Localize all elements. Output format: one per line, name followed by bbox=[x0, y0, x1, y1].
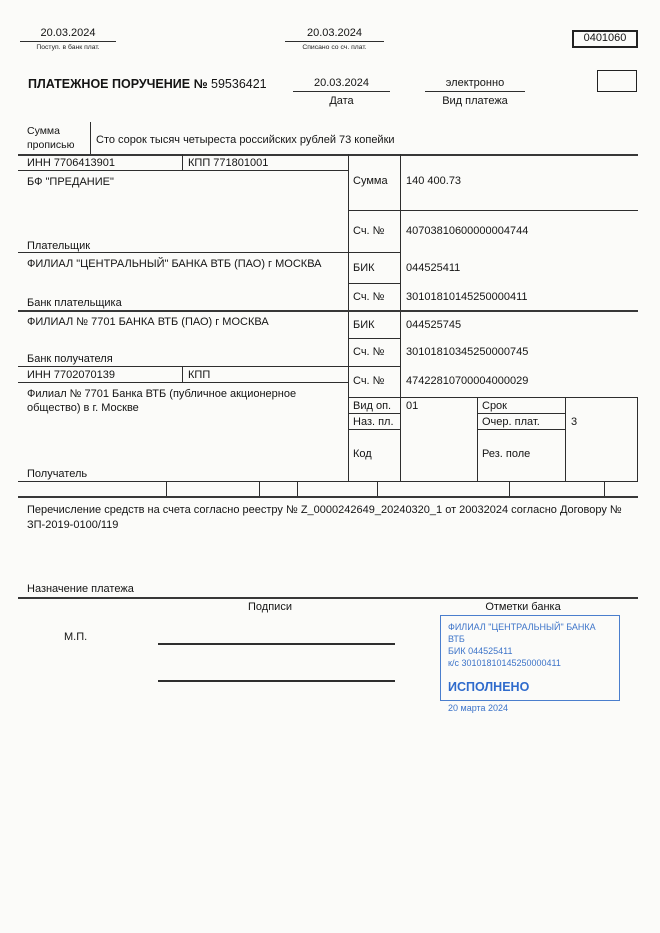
signature-line-2 bbox=[158, 680, 395, 682]
receiver-account-value: 47422810700004000029 bbox=[406, 375, 529, 387]
payer-bank-corr-label: Сч. № bbox=[353, 291, 385, 303]
divider bbox=[18, 382, 348, 383]
amount-words-value: Сто сорок тысяч четыреста российских рублей 73 копейки bbox=[96, 134, 395, 146]
signature-line-1 bbox=[158, 643, 395, 645]
divider bbox=[477, 429, 565, 430]
stamp-status: ИСПОЛНЕНО bbox=[448, 679, 530, 694]
mp-label: М.П. bbox=[64, 631, 88, 643]
form-code: 0401060 bbox=[583, 32, 627, 44]
divider bbox=[477, 397, 478, 481]
divider bbox=[348, 429, 400, 430]
debited-date-value: 20.03.2024 bbox=[306, 27, 363, 39]
payer-bank-bik-value: 044525411 bbox=[406, 262, 461, 274]
amount-words-label: Сумма прописью bbox=[27, 125, 75, 151]
divider bbox=[348, 397, 638, 398]
op-kind-label: Вид оп. bbox=[353, 400, 392, 412]
receiver-bank-name: ФИЛИАЛ № 7701 БАНКА ВТБ (ПАО) г МОСКВА bbox=[27, 316, 269, 328]
bank-marks-header: Отметки банка bbox=[485, 601, 561, 613]
form-code-box bbox=[572, 30, 638, 48]
divider bbox=[348, 413, 400, 414]
payer-bank-section-label: Банк плательщика bbox=[27, 297, 122, 309]
divider bbox=[259, 481, 260, 496]
divider bbox=[377, 481, 378, 496]
payer-bank-corr-value: 30101810145250000411 bbox=[406, 291, 528, 303]
divider bbox=[348, 338, 400, 339]
divider bbox=[477, 413, 565, 414]
payer-account-label: Сч. № bbox=[353, 225, 385, 237]
receiver-bank-bik-value: 044525745 bbox=[406, 319, 462, 331]
signatures-header: Подписи bbox=[248, 601, 292, 613]
divider bbox=[425, 91, 525, 92]
stamp-bank-name: ФИЛИАЛ "ЦЕНТРАЛЬНЫЙ" БАНКА ВТБ bbox=[448, 622, 596, 645]
term-label: Срок bbox=[482, 400, 507, 412]
stamp-date: 20 марта 2024 bbox=[448, 703, 509, 714]
receiver-name: Филиал № 7701 Банка ВТБ (публичное акционерное общество) в г. Москве bbox=[27, 388, 297, 415]
divider bbox=[604, 481, 605, 496]
receiver-bank-corr-label: Сч. № bbox=[353, 346, 385, 358]
divider bbox=[348, 283, 400, 284]
op-kind-value: 01 bbox=[406, 400, 419, 412]
amount-label: Сумма bbox=[353, 175, 388, 187]
payment-kind-value: электронно bbox=[445, 77, 505, 89]
payer-name: БФ "ПРЕДАНИЕ" bbox=[27, 176, 114, 188]
receiver-bank-corr-value: 30101810345250000745 bbox=[406, 346, 529, 358]
receiver-inn: ИНН 7702070139 bbox=[27, 369, 116, 381]
debited-date-label: Списано со сч. плат. bbox=[302, 44, 367, 51]
stamp-bik: БИК 044525411 bbox=[448, 646, 513, 657]
divider bbox=[297, 481, 298, 496]
document-date-value: 20.03.2024 bbox=[313, 77, 370, 89]
receiver-bank-section-label: Банк получателя bbox=[27, 353, 113, 365]
divider bbox=[20, 41, 116, 42]
divider bbox=[509, 481, 510, 496]
status-box bbox=[597, 70, 637, 92]
divider bbox=[18, 496, 638, 498]
amount-value: 140 400.73 bbox=[406, 175, 462, 187]
stamp-corr-account: к/с 30101810145250000411 bbox=[448, 658, 561, 669]
divider bbox=[565, 397, 566, 481]
document-title bbox=[28, 77, 267, 91]
payment-kind-label: Вид платежа bbox=[442, 95, 508, 107]
document-title-text: ПЛАТЕЖНОЕ ПОРУЧЕНИЕ № bbox=[28, 77, 208, 91]
divider bbox=[182, 366, 183, 382]
divider bbox=[90, 122, 91, 154]
divider bbox=[293, 91, 390, 92]
divider bbox=[18, 310, 638, 312]
divider bbox=[637, 397, 638, 481]
divider bbox=[285, 41, 384, 42]
receiver-section-label: Получатель bbox=[27, 468, 88, 480]
divider bbox=[18, 170, 348, 171]
reserve-label: Рез. поле bbox=[482, 448, 531, 460]
document-number: 59536421 bbox=[211, 77, 267, 91]
bank-stamp-box bbox=[440, 615, 620, 714]
divider bbox=[18, 481, 638, 482]
divider bbox=[18, 597, 638, 599]
payer-kpp: КПП 771801001 bbox=[188, 157, 269, 169]
purpose-code-label: Наз. пл. bbox=[353, 416, 394, 428]
priority-label: Очер. плат. bbox=[482, 416, 540, 428]
code-label: Код bbox=[353, 448, 372, 460]
divider bbox=[18, 252, 400, 253]
payer-bank-bik-label: БИК bbox=[353, 262, 375, 274]
received-date-label: Поступ. в банк плат. bbox=[36, 44, 100, 51]
payer-account-value: 40703810600000004744 bbox=[406, 225, 529, 237]
payer-inn: ИНН 7706413901 bbox=[27, 157, 116, 169]
payer-section-label: Плательщик bbox=[27, 240, 91, 252]
divider bbox=[18, 366, 400, 367]
divider bbox=[348, 154, 349, 481]
divider bbox=[166, 481, 167, 496]
receiver-kpp-label: КПП bbox=[188, 369, 211, 381]
divider bbox=[18, 154, 638, 156]
purpose-section-label: Назначение платежа bbox=[27, 583, 134, 595]
priority-value: 3 bbox=[571, 416, 578, 428]
divider bbox=[400, 154, 401, 481]
document-date-label: Дата bbox=[329, 95, 354, 107]
purpose-text: Перечисление средств на счета согласно реестру № Z_0000242649_20240320_1 от 20032024 согласно Договору № ЗП-2019-0100/119 bbox=[27, 504, 622, 531]
receiver-bank-bik-label: БИК bbox=[353, 319, 375, 331]
divider bbox=[182, 154, 183, 170]
received-date-value: 20.03.2024 bbox=[40, 27, 96, 39]
divider bbox=[348, 210, 638, 211]
payer-bank-name: ФИЛИАЛ "ЦЕНТРАЛЬНЫЙ" БАНКА ВТБ (ПАО) г МОСКВА bbox=[27, 258, 322, 270]
receiver-account-label: Сч. № bbox=[353, 375, 385, 387]
